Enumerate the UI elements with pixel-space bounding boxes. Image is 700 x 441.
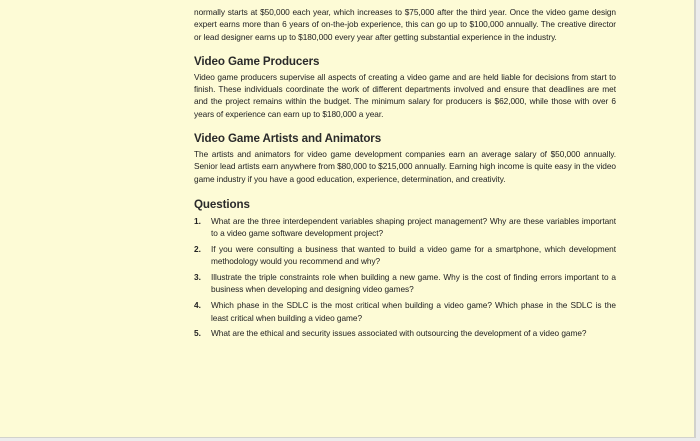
question-item [194,243,616,268]
question-text: Illustrate the triple constraints role when building a new game. Why is the cost of finding errors important to a business when developing and designing video games? [211,272,616,295]
section-heading: Video Game Producers [194,54,320,68]
question-number: 4. [194,300,201,311]
section-video-game-artists [194,132,616,185]
question-number: 1. [194,215,201,226]
intro-paragraph: normally starts at $50,000 each year, which increases to $75,000 after the third year. Once the video game design expert earns more than 6 years of on-the-job experience, this can go up to $100,000 annually. The creative director or lead designer earns up to $180,000 every year after getting substantial experience in the industry. [194,7,616,42]
section-video-game-producers [194,55,616,120]
section-body: The artists and animators for video game development companies earn an average salary of $50,000 annually. Senior lead artists earn anywhere from $80,000 to $215,000 annually. Earning high income is quite easy in the video game industry if you have a good education, experience, determination, and creativity. [194,149,616,184]
question-item [194,299,616,324]
question-text: What are the three interdependent variables shaping project management? Why are these variables important to a video game software development project? [211,215,616,239]
questions-list [194,215,616,340]
questions-heading: Questions [194,197,250,211]
question-number: 3. [194,272,201,283]
document-content [194,6,616,343]
question-text: Which phase in the SDLC is the most critical when building a video game? Which phase in the SDLC is the least critical when building a video game? [211,300,616,323]
question-item [194,327,616,339]
question-text: What are the ethical and security issues associated with outsourcing the development of a video game? [211,328,587,339]
question-item [194,215,616,240]
question-item [194,271,616,296]
question-text: If you were consulting a business that wanted to build a video game for a smartphone, which development methodology would you recommend and why? [211,244,616,267]
section-body: Video game producers supervise all aspects of creating a video game and are held liable for decisions from start to finish. These individuals coordinate the work of different departments involved and ensure that deadlines are met and the project remains within the budget. The minimum salary for producers is $62,000, while those with over 6 years of experience can earn up to $180,000 a year. [194,71,616,119]
question-number: 2. [194,244,201,255]
section-heading: Video Game Artists and Animators [194,132,382,146]
question-number: 5. [194,328,201,339]
